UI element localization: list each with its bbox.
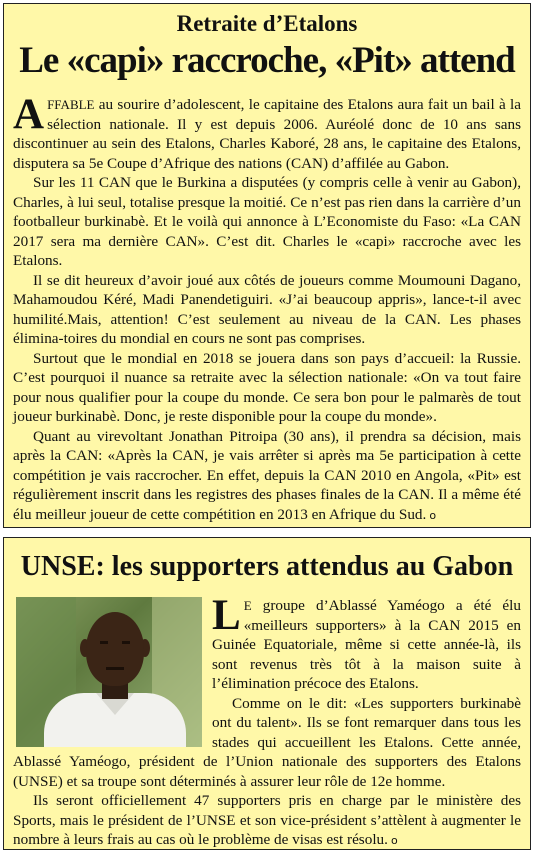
article-headline: Le «capi» raccroche, «Pit» attend xyxy=(19,40,515,81)
paragraph-5-text: Quant au virevoltant Jonathan Pitroipa (30 ans), il prendra sa décision, mais après la CAN: «Après la CAN, je vais arrêter si après ma 5e participation à cette compétition je vais raccrocher. En effet, depuis la CAN 2010 en Angola, «Pit» est régulièrement inscrit dans les registres des phases finales de la CAN. Il a même été élu meilleur joueur de cette compétition en 2013 en Afrique du Sud. xyxy=(13,427,521,523)
article-kicker: Retraite d’Etalons xyxy=(176,11,358,36)
article-retraite-box xyxy=(3,3,531,528)
drop-cap: L xyxy=(212,592,241,639)
portrait-photo xyxy=(16,597,202,747)
paragraph-3 xyxy=(13,791,521,851)
paragraph-5 xyxy=(13,427,521,526)
paragraph-2: Sur les 11 CAN que le Burkina a disputées (y compris celle à venir au Gabon), Charles, à lui seul, totalise presque la moitié. Ce n’est pas rien dans la carrière d’un footballeur burkinabè. Et le voilà qui annonce à L’Economiste du Faso: «La CAN 2017 sera ma dernière CAN». C’est dit. Charles le «capi» raccroche avec les Etalons. xyxy=(13,174,521,269)
paragraph-2: Comme on le dit: «Les supporters burkinabè ont du talent». Ils se font remarquer dans tous les stades qui accueillent les Etalons. Cette année, Ablassé Yaméogo, président de l’Union nationale des supporters des Etalons (UNSE) et sa troupe sont déterminés à assurer leur rôle de 12e homme. xyxy=(13,694,521,790)
lead-in: E xyxy=(243,598,252,613)
drop-cap: A xyxy=(13,91,45,138)
paragraph-3: Il se dit heureux d’avoir joué aux côtés de joueurs comme Moumouni Dagano, Mahamoudou Kéré, Madi Panendetiguiri. «J’ai beaucoup appris», lance-t-il avec humilité.Mais, attention! C’est seulement au niveau de la CAN. Les phases élimina-toires du mondial en cours ne sont pas comprises. xyxy=(13,271,521,347)
end-mark: o xyxy=(429,508,437,522)
article-unse-box xyxy=(3,537,531,850)
paragraph-1-text: au sourire d’adolescent, le capitaine des Etalons aura fait un bail à la sélection nationale. Il y est depuis 2006. Auréolé donc de 10 ans sans discontinuer au sein des Etalons, Charles Kaboré, 28 ans, le capitaine des Etalons, disputera sa 5e Coupe d’Afrique des nations (CAN) d’affilée au Gabon. xyxy=(13,96,521,172)
article-title: UNSE: les supporters attendus au Gabon xyxy=(20,551,514,582)
lead-in: FFABLE xyxy=(47,97,95,112)
paragraph-1-text: groupe d’Ablassé Yaméogo a été élu «meilleurs supporters» à la CAN 2015 en Guinée Equatoriale, même si cette année-là, ils sont revenus très tôt à la maison suite à l’élimination précoce des Etalons. xyxy=(212,597,521,692)
end-mark: o xyxy=(390,834,398,847)
article-body xyxy=(4,592,530,851)
paragraph-3-text: Ils seront officiellement 47 supporters pris en charge par le ministère des Sports, mais le président de l’UNSE et son vice-président s’attèlent à augmenter le nombre à leurs frais au cas où le problème de visas est résolu. xyxy=(13,792,521,848)
article-body xyxy=(4,91,530,525)
paragraph-1 xyxy=(13,91,521,173)
paragraph-4: Surtout que le mondial en 2018 se jouera dans son pays d’accueil: la Russie. C’est pourquoi il nuance sa retraite avec la sélection nationale: «On va tout faire pour nous qualifier pour la coupe du monde. Ce sera bon pour le palmarès de tout joueur burkinabè. Donc, je reste disponible pour la coupe du monde». xyxy=(13,349,521,425)
